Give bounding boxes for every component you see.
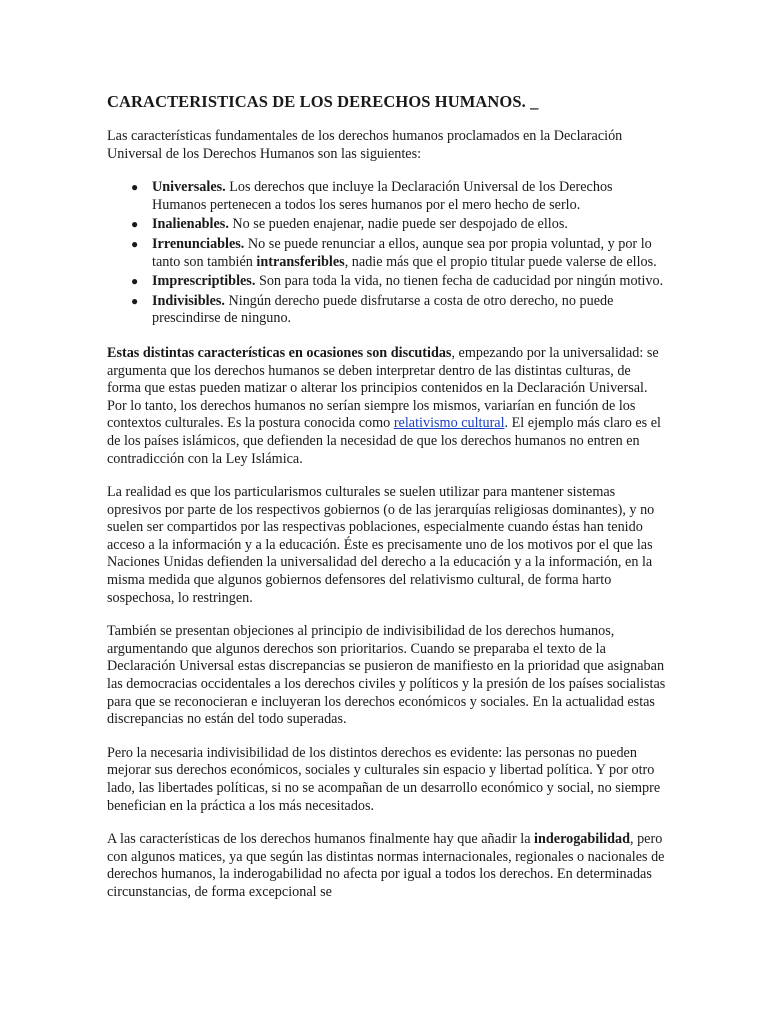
- characteristics-list: [107, 179, 667, 328]
- bullet-icon: ●: [131, 293, 139, 308]
- list-item-text: Los derechos que incluye la Declaración Universal de los Derechos Humanos pertenecen a todos los seres humanos por el mero hecho de serlo.: [152, 179, 613, 213]
- paragraph-libertad: Pero la necesaria indivisibilidad de los distintos derechos es evidente: las personas no pueden mejorar sus derechos económicos, sociales y culturales sin espacio y libertad política. Y por otro lado, las libertades políticas, si no se acompañan de un desarrollo económico y social, no siempre benefician en la práctica a los más necesitados.: [107, 744, 661, 814]
- list-item-text: Son para toda la vida, no tienen fecha de caducidad por ningún motivo.: [255, 273, 664, 290]
- document-page: [107, 92, 667, 918]
- intro-paragraph: Las características fundamentales de los derechos humanos proclamados en la Declaración Universal de los Derechos Humanos son las siguientes:: [107, 128, 623, 162]
- list-item-term: Inalienables.: [152, 216, 229, 233]
- paragraph-indivisibilidad: También se presentan objeciones al principio de indivisibilidad de los derechos humanos, argumentando que algunos derechos son prioritarios. Cuando se preparaba el texto de la Declaración Universal estas discrepancias se pusieron de manifiesto en la prioridad que asignaban las democracias occidentales a los derechos civiles y políticos y la presión de los países socialistas para que se reconocieran e incluyeran los derechos económicos y sociales. En la actualidad estas discrepancias no están del todo superadas.: [107, 623, 666, 728]
- list-item-emphasis: intransferibles: [256, 253, 345, 270]
- paragraph-text: A las características de los derechos humanos finalmente hay que añadir la: [107, 831, 535, 848]
- bullet-icon: ●: [131, 180, 139, 195]
- paragraph-emphasis: Estas distintas características en ocasiones son discutidas: [107, 344, 452, 361]
- list-item-term: Universales.: [152, 179, 226, 196]
- paragraph-text: , pero con algunos matices, ya que según las distintas normas internacionales, regionales o nacionales de derechos humanos, la inderogabilidad no afecta por igual a todos los derechos. En determinadas circunstancias, de forma excepcional se: [107, 831, 665, 900]
- list-item-term: Irrenunciables.: [152, 235, 245, 252]
- paragraph-text: . El ejemplo más claro es el de los países islámicos, que defienden la necesidad de que los derechos humanos no entren en contradicción con la Ley Islámica.: [107, 415, 661, 467]
- list-item-term: Imprescriptibles.: [152, 273, 256, 290]
- paragraph-emphasis: inderogabilidad: [534, 831, 630, 848]
- bullet-icon: ●: [131, 274, 139, 289]
- list-item-text: No se puede renunciar a ellos, aunque sea por propia voluntad, y por lo tanto son también: [152, 235, 652, 270]
- paragraph-text: , empezando por la universalidad: se argumenta que los derechos humanos se deben interpretar dentro de las distintas culturas, de forma que estas pueden matizar o alterar los principios contenidos en la Declaración Universal. Por lo tanto, los derechos humanos no serían siempre los mismos, variarían en función de los contextos culturales. Es la postura conocida como: [107, 344, 659, 432]
- list-item-inalienables: [131, 216, 667, 234]
- list-item-text: , nadie más que el propio titular puede valerse de ellos.: [344, 253, 657, 270]
- paragraph-particularismos: La realidad es que los particularismos culturales se suelen utilizar para mantener sistemas opresivos por parte de los respectivos gobiernos (o de las jerarquías religiosas dominantes), y no suelen ser compartidos por las respectivas poblaciones, especialmente cuando éstas han tenido acceso a la información y a la educación. Éste es precisamente uno de los motivos por el que las Naciones Unidas defienden la universalidad del derecho a la educación y a la información, en la misma medida que algunos gobiernos defensores del relativismo cultural, de forma harto sospechosa, lo restringen.: [107, 484, 655, 606]
- list-item-term: Indivisibles.: [152, 292, 225, 309]
- paragraph-discussion: [107, 345, 667, 468]
- list-item-text: No se pueden enajenar, nadie puede ser despojado de ellos.: [228, 216, 568, 233]
- list-item-universales: [131, 179, 667, 214]
- paragraph-inderogabilidad: [107, 831, 667, 901]
- list-item-text: Ningún derecho puede disfrutarse a costa de otro derecho, no puede prescindirse de ninguno.: [152, 292, 614, 327]
- list-item-irrenunciables: [131, 235, 667, 271]
- bullet-icon: ●: [131, 236, 139, 251]
- relativismo-cultural-link[interactable]: relativismo cultural: [393, 415, 505, 432]
- list-item-indivisibles: [131, 292, 667, 328]
- bullet-icon: ●: [131, 217, 139, 232]
- page-title: CARACTERISTICAS DE LOS DERECHOS HUMANOS. _: [107, 92, 539, 111]
- list-item-imprescriptibles: [131, 273, 667, 291]
